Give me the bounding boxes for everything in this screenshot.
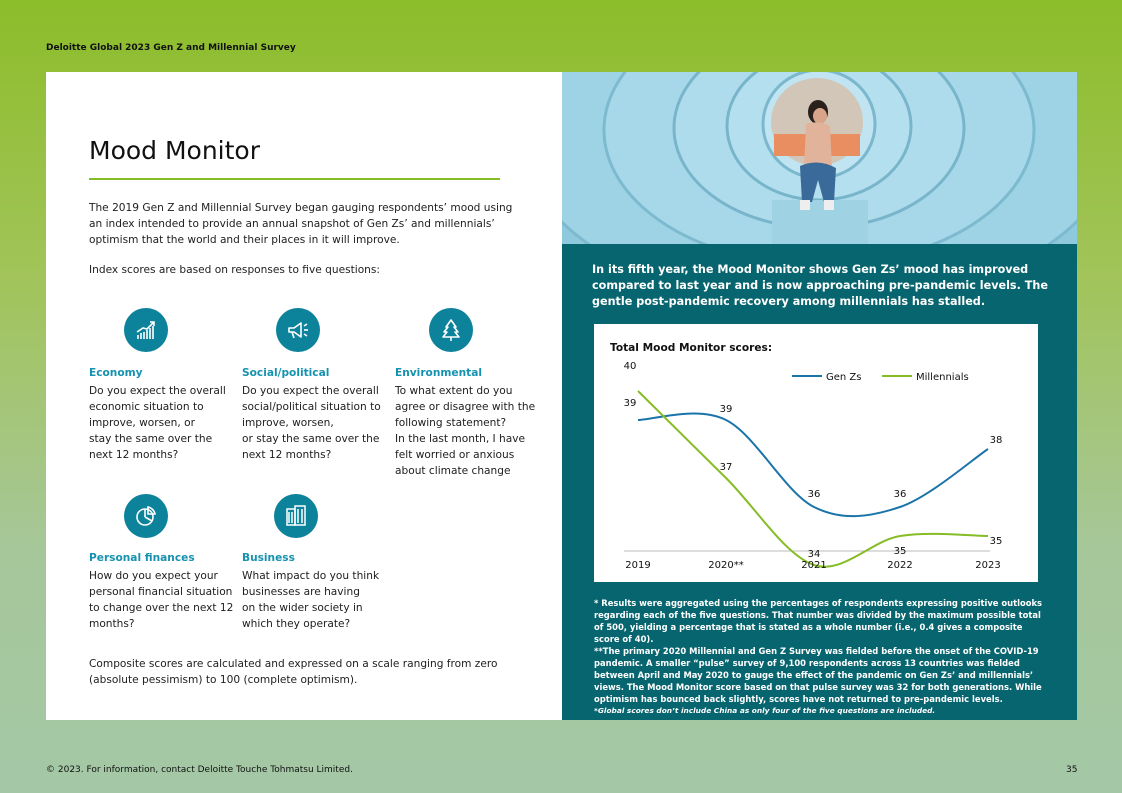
data-label: 36 bbox=[807, 489, 821, 500]
question-text-environmental: To what extent do you agree or disagree with the following statement? In the last month, I have felt worried or anxious about climate change bbox=[395, 385, 536, 477]
series-line-gen-zs bbox=[638, 414, 988, 517]
hero-photo bbox=[562, 72, 1077, 244]
data-label: 37 bbox=[719, 462, 733, 473]
data-label: 36 bbox=[893, 489, 907, 500]
composite-text: Composite scores are calculated and expressed on a scale ranging from zero (absolute pessimism) to 100 (complete optimism). bbox=[89, 658, 498, 686]
x-tick-label: 2019 bbox=[625, 560, 651, 571]
question-text-social-political: Do you expect the overall social/political situation to improve, worsen, or stay the same over the next 12 months? bbox=[242, 385, 381, 461]
question-title-environmental: Environmental bbox=[395, 367, 482, 379]
title-rule bbox=[89, 178, 500, 180]
x-tick-label: 2021 bbox=[801, 560, 827, 571]
question-text-business: What impact do you think businesses are having on the wider society in which they operate? bbox=[242, 570, 380, 630]
legend-label: Millennials bbox=[916, 372, 969, 383]
question-title-social-political: Social/political bbox=[242, 367, 330, 379]
data-label: 35 bbox=[989, 536, 1003, 547]
economy-chart-icon bbox=[124, 308, 168, 352]
question-title-business: Business bbox=[242, 552, 295, 564]
data-label: 35 bbox=[893, 546, 907, 557]
buildings-icon bbox=[274, 494, 318, 538]
right-panel bbox=[562, 72, 1077, 720]
megaphone-icon bbox=[276, 308, 320, 352]
data-label: 40 bbox=[623, 361, 637, 372]
question-text-personal-finances: How do you expect your personal financial situation to change over the next 12 months? bbox=[89, 570, 234, 630]
footnotes bbox=[594, 597, 1049, 717]
footnote-2: **The primary 2020 Millennial and Gen Z Survey was fielded before the onset of the COVID-19 pandemic. A smaller “pulse” survey of 9,100 respondents across 13 countries was fielded between April and May 2020 to gauge the effect of the pandemic on Gen Zs’ and millennials’ views. The Mood Monitor score based on that pulse survey was 32 for both generations. While optimism has bounced back slightly, scores have not returned to pre-pandemic levels. bbox=[594, 646, 1042, 704]
tree-icon bbox=[429, 308, 473, 352]
question-text-economy: Do you expect the overall economic situation to improve, worsen, or stay the same over the next 12 months? bbox=[89, 385, 226, 461]
footer-copyright: © 2023. For information, contact Deloitte Touche Tohmatsu Limited. bbox=[46, 765, 353, 775]
pie-chart-icon bbox=[124, 494, 168, 538]
header-title: Deloitte Global 2023 Gen Z and Millennial Survey bbox=[46, 43, 296, 53]
x-tick-label: 2020** bbox=[708, 560, 744, 571]
page-title: Mood Monitor bbox=[89, 136, 261, 165]
intro-text: The 2019 Gen Z and Millennial Survey began gauging respondents’ mood using an index intended to provide an annual snapshot of Gen Zs’ and millennials’ optimism that the world and their places in it will improve. bbox=[89, 202, 513, 246]
chart-canvas bbox=[594, 324, 1038, 582]
footnote-1: * Results were aggregated using the percentages of respondents expressing positive outlooks regarding each of the five questions. That number was divided by the maximum possible total of 500, yielding a percentage that is stated as a whole number (i.e., 0.4 gives a composite score of 40). bbox=[594, 598, 1043, 644]
page-number: 35 bbox=[1066, 765, 1078, 775]
question-title-economy: Economy bbox=[89, 367, 143, 379]
x-tick-label: 2022 bbox=[887, 560, 913, 571]
question-title-personal-finances: Personal finances bbox=[89, 552, 195, 564]
subintro-text: Index scores are based on responses to five questions: bbox=[89, 264, 380, 276]
series-line-millennials bbox=[638, 391, 988, 567]
left-panel bbox=[46, 72, 562, 720]
data-label: 38 bbox=[989, 435, 1003, 446]
data-label: 39 bbox=[719, 404, 733, 415]
legend-label: Gen Zs bbox=[826, 372, 862, 383]
chart-title: Total Mood Monitor scores: bbox=[610, 342, 773, 354]
data-label: 39 bbox=[623, 398, 637, 409]
data-label: 34 bbox=[807, 549, 821, 560]
summary-text: In its fifth year, the Mood Monitor shows Gen Zs’ mood has improved compared to last year and is now approaching pre-pandemic levels. The gentle post-pandemic recovery among millennials has stalled. bbox=[592, 263, 1048, 308]
x-tick-label: 2023 bbox=[975, 560, 1001, 571]
footnote-china: *Global scores don’t include China as only four of the five questions are included. bbox=[594, 706, 936, 715]
mood-monitor-chart bbox=[594, 324, 1038, 582]
